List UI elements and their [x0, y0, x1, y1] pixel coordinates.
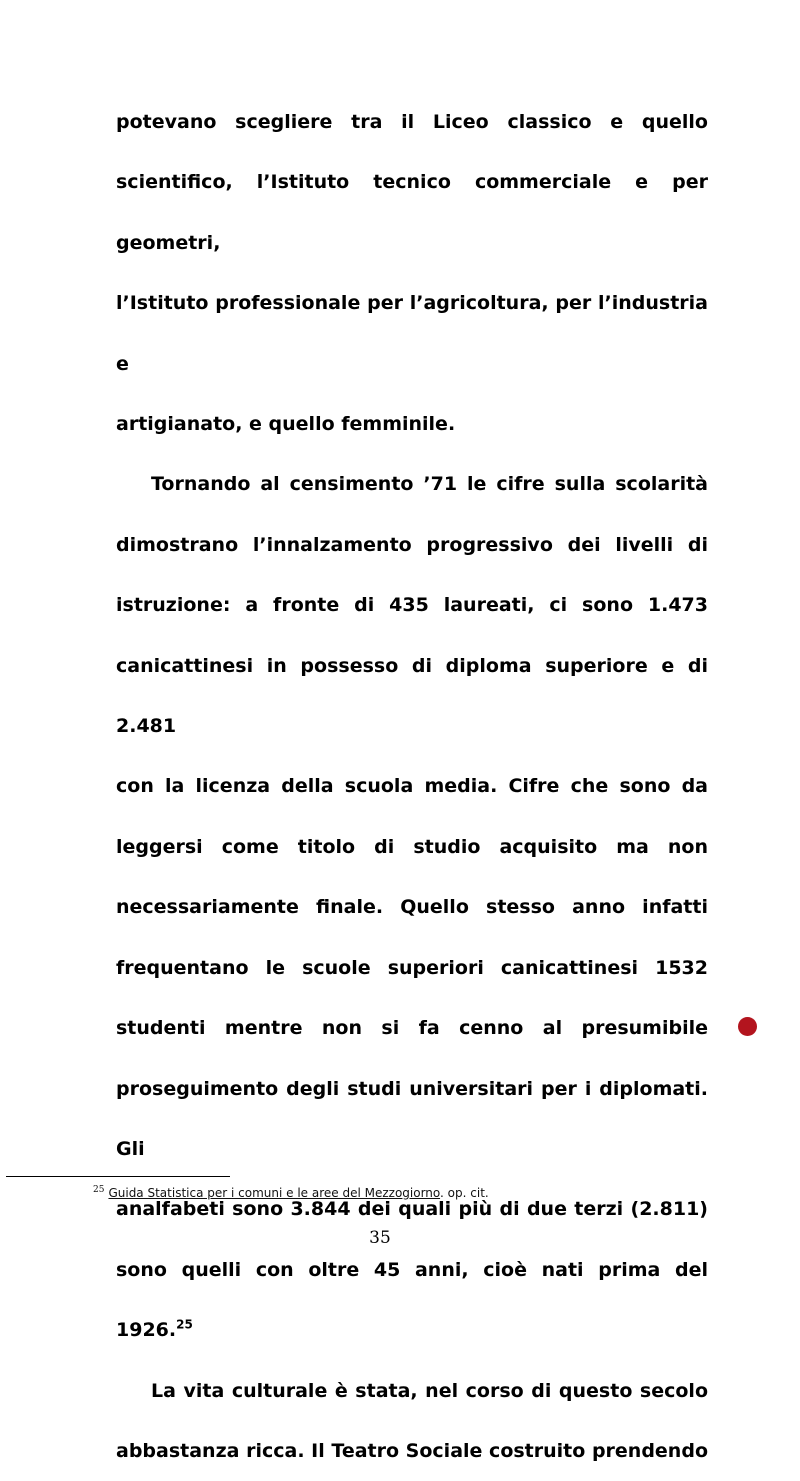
- paragraph-2-line-12: [116, 1240, 708, 1361]
- footnote-rest: . op. cit.: [440, 1186, 489, 1200]
- page-number: 35: [369, 1228, 391, 1248]
- paragraph-2-line-4: canicattinesi in possesso di diploma superiore e di 2.481: [116, 654, 708, 738]
- paragraph-2-line-11: analfabeti sono 3.844 dei quali più di due terzi (2.811): [116, 1198, 708, 1221]
- paragraph-2-line-12-text: sono quelli con oltre 45 anni, cioè nati prima del 1926.: [116, 1258, 708, 1342]
- paragraph-2-line-9: studenti mentre non si fa cenno al presumibile: [116, 1017, 708, 1040]
- red-marker-dot: [738, 1017, 757, 1036]
- paragraph-2-line-6: leggersi come titolo di studio acquisito ma non: [116, 835, 708, 858]
- paragraph-2-line-8: frequentano le scuole superiori canicattinesi 1532: [116, 956, 708, 979]
- paragraph-2-line-7: necessariamente finale. Quello stesso anno infatti: [116, 896, 708, 919]
- paragraph-1-line-1: potevano scegliere tra il Liceo classico e quello: [116, 111, 708, 133]
- paragraph-2-line-3: istruzione: a fronte di 435 laureati, ci sono 1.473: [116, 594, 708, 617]
- footnote-number: 25: [93, 1185, 105, 1195]
- paragraph-3-line-1: La vita culturale è stata, nel corso di questo secolo: [151, 1379, 708, 1402]
- footnote-reference[interactable]: 25: [176, 1317, 193, 1332]
- paragraph-2-line-1: Tornando al censimento ’71 le cifre sulla scolarità: [151, 473, 708, 496]
- paragraph-1-line-4: artigianato, e quello femminile.: [116, 413, 456, 436]
- paragraph-2-line-2: dimostrano l’innalzamento progressivo dei livelli di: [116, 533, 708, 556]
- footnote-separator: [6, 1176, 230, 1177]
- paragraph-3-line-2: abbastanza ricca. Il Teatro Sociale costruito prendendo: [116, 1439, 708, 1462]
- paragraph-2-line-5: con la licenza della scuola media. Cifre che sono da: [116, 775, 708, 798]
- paragraph-2-line-10: proseguimento degli studi universitari per i diplomati. Gli: [116, 1077, 708, 1160]
- paragraph-1-line-2: scientifico, l’Istituto tecnico commerciale e per geometri,: [116, 171, 708, 254]
- body-text: [116, 92, 708, 1481]
- footnote-title: Guida Statistica per i comuni e le aree del Mezzogiorno: [108, 1186, 441, 1200]
- paragraph-1-line-3: l’Istituto professionale per l’agricoltura, per l’industria e: [116, 292, 708, 375]
- footnote: [93, 1184, 489, 1202]
